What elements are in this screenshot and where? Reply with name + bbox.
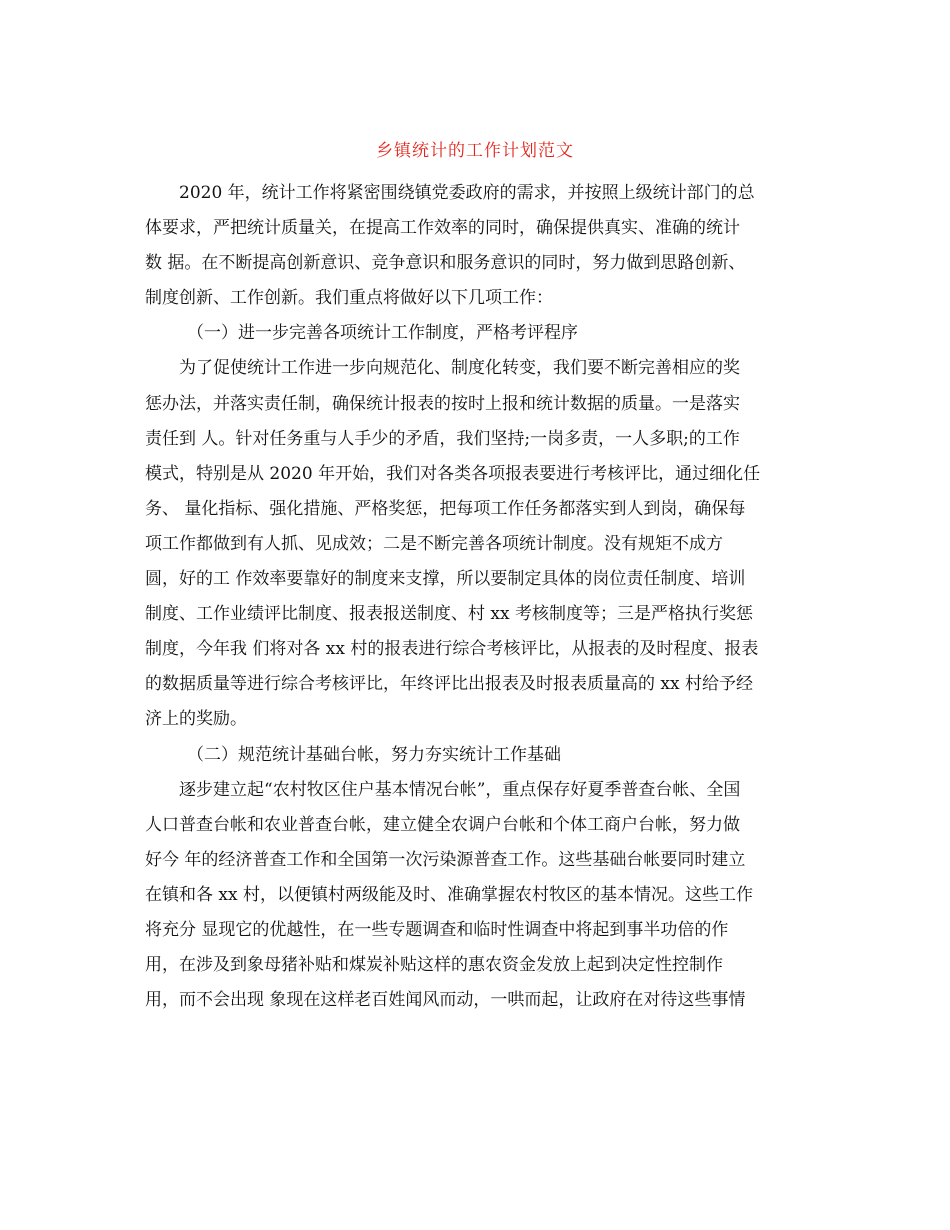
section-heading-1: （一）进一步完善各项统计工作制度，严格考评程序 [187,323,578,344]
paragraph-line: 模式，特别是从 2020 年开始，我们对各类各项报表要进行考核评比，通过细化任 [145,463,761,484]
paragraph-line: 惩办法，并落实责任制，确保统计报表的按时上报和统计数据的质量。一是落实 [145,393,740,414]
paragraph-line: 务、 量化指标、强化措施、严格奖惩，把每项工作任务都落实到人到岗，确保每 [145,498,746,519]
paragraph-line: 好今 年的经济普查工作和全国第一次污染源普查工作。这些基础台帐要同时建立 [145,849,746,870]
paragraph-line: 圆，好的工 作效率要靠好的制度来支撑，所以要制定具体的岗位责任制度、培训 [145,569,746,590]
paragraph-line: 责任到 人。针对任务重与人手少的矛盾，我们坚持;一岗多责，一人多职;的工作 [145,428,740,449]
paragraph-line: 济上的奖励。 [145,709,247,730]
paragraph-line: 用，在涉及到象母猪补贴和煤炭补贴这样的惠农资金发放上起到决定性控制作 [145,955,723,976]
paragraph-line: 数 据。在不断提高创新意识、竞争意识和服务意识的同时，努力做到思路创新、 [145,253,746,274]
paragraph-line: 制度，今年我 们将对各 xx 村的报表进行综合考核评比，从报表的及时程度、报表 [145,639,759,660]
paragraph-line: 为了促使统计工作进一步向规范化、制度化转变，我们要不断完善相应的奖 [179,358,740,379]
paragraph-line: 的数据质量等进行综合考核评比，年终评比出报表及时报表质量高的 xx 村给予经 [145,674,753,695]
document-body [145,176,805,1018]
section-heading-2: （二）规范统计基础台帐，努力夯实统计工作基础 [187,744,561,765]
paragraph-line: 在镇和各 xx 村，以便镇村两级能及时、准确掌握农村牧区的基本情况。这些工作 [145,884,753,905]
paragraph-line: 制度创新、工作创新。我们重点将做好以下几项工作： [145,288,553,309]
paragraph-line: 项工作都做到有人抓、见成效；二是不断完善各项统计制度。没有规矩不成方 [145,533,723,554]
paragraph-line: 用，而不会出现 象现在这样老百姓闻风而动，一哄而起，让政府在对待这些事情 [145,990,746,1011]
paragraph-line: 人口普查台帐和农业普查台帐，建立健全农调户台帐和个体工商户台帐，努力做 [145,814,740,835]
paragraph-line: 体要求，严把统计质量关，在提高工作效率的同时，确保提供真实、准确的统计 [145,218,740,239]
paragraph-line: 制度、工作业绩评比制度、报表报送制度、村 xx 考核制度等；三是严格执行奖惩 [145,604,753,625]
paragraph-line: 将充分 显现它的优越性，在一些专题调查和临时性调查中将起到事半功倍的作 [145,919,729,940]
document-title: 乡镇统计的工作计划范文 [376,141,574,161]
paragraph-line: 2020 年，统计工作将紧密围绕镇党委政府的需求，并按照上级统计部门的总 [179,183,755,203]
paragraph-line: 逐步建立起“农村牧区住户基本情况台帐”，重点保存好夏季普查台帐、全国 [179,779,741,800]
